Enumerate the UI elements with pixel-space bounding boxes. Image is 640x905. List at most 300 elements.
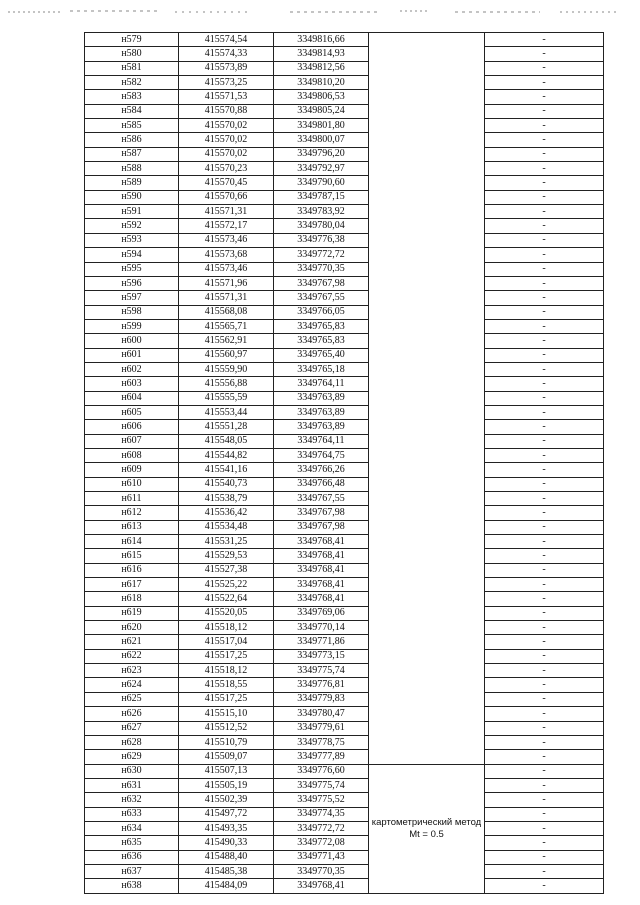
table-row [85,492,604,506]
point-id-cell: н617 [85,578,179,592]
point-id-cell: н638 [85,879,179,893]
point-id-cell: н619 [85,606,179,620]
point-id-cell: н590 [85,190,179,204]
accuracy-cell: - [485,348,604,362]
y-coordinate-cell: 3349764,11 [274,377,369,391]
y-coordinate-cell: 3349778,75 [274,735,369,749]
y-coordinate-cell: 3349768,41 [274,592,369,606]
accuracy-cell: - [485,147,604,161]
accuracy-cell: - [485,836,604,850]
point-id-cell: н634 [85,821,179,835]
y-coordinate-cell: 3349783,92 [274,205,369,219]
x-coordinate-cell: 415536,42 [179,506,274,520]
point-id-cell: н580 [85,47,179,61]
point-id-cell: н624 [85,678,179,692]
point-id-cell: н596 [85,276,179,290]
coordinates-table-body [85,33,604,894]
table-row [85,119,604,133]
y-coordinate-cell: 3349767,98 [274,506,369,520]
accuracy-cell: - [485,176,604,190]
x-coordinate-cell: 415538,79 [179,492,274,506]
point-id-cell: н605 [85,405,179,419]
y-coordinate-cell: 3349775,74 [274,664,369,678]
table-row [85,334,604,348]
y-coordinate-cell: 3349768,41 [274,578,369,592]
point-id-cell: н613 [85,520,179,534]
x-coordinate-cell: 415570,23 [179,162,274,176]
table-row [85,793,604,807]
point-id-cell: н608 [85,448,179,462]
table-row [85,578,604,592]
accuracy-cell: - [485,362,604,376]
x-coordinate-cell: 415572,17 [179,219,274,233]
table-row [85,420,604,434]
point-id-cell: н585 [85,119,179,133]
y-coordinate-cell: 3349769,06 [274,606,369,620]
accuracy-cell: - [485,262,604,276]
y-coordinate-cell: 3349790,60 [274,176,369,190]
y-coordinate-cell: 3349766,48 [274,477,369,491]
accuracy-cell: - [485,248,604,262]
point-id-cell: н599 [85,319,179,333]
y-coordinate-cell: 3349777,89 [274,750,369,764]
y-coordinate-cell: 3349765,83 [274,334,369,348]
x-coordinate-cell: 415512,52 [179,721,274,735]
x-coordinate-cell: 415570,02 [179,119,274,133]
accuracy-cell: - [485,649,604,663]
y-coordinate-cell: 3349766,26 [274,463,369,477]
point-id-cell: н595 [85,262,179,276]
accuracy-cell: - [485,692,604,706]
table-row [85,764,604,778]
x-coordinate-cell: 415570,02 [179,147,274,161]
accuracy-cell: - [485,793,604,807]
x-coordinate-cell: 415534,48 [179,520,274,534]
point-id-cell: н604 [85,391,179,405]
accuracy-cell: - [485,162,604,176]
table-row [85,190,604,204]
accuracy-cell: - [485,61,604,75]
point-id-cell: н607 [85,434,179,448]
x-coordinate-cell: 415551,28 [179,420,274,434]
table-row [85,233,604,247]
y-coordinate-cell: 3349806,53 [274,90,369,104]
point-id-cell: н627 [85,721,179,735]
accuracy-cell: - [485,319,604,333]
x-coordinate-cell: 415497,72 [179,807,274,821]
y-coordinate-cell: 3349768,41 [274,549,369,563]
accuracy-cell: - [485,778,604,792]
accuracy-cell: - [485,492,604,506]
x-coordinate-cell: 415570,88 [179,104,274,118]
y-coordinate-cell: 3349779,83 [274,692,369,706]
accuracy-cell: - [485,276,604,290]
table-row [85,147,604,161]
accuracy-cell: - [485,391,604,405]
accuracy-cell: - [485,90,604,104]
y-coordinate-cell: 3349775,74 [274,778,369,792]
y-coordinate-cell: 3349767,55 [274,291,369,305]
y-coordinate-cell: 3349780,04 [274,219,369,233]
table-row [85,778,604,792]
accuracy-cell: - [485,47,604,61]
accuracy-cell: - [485,133,604,147]
table-row [85,348,604,362]
table-row [85,506,604,520]
accuracy-cell: - [485,434,604,448]
point-id-cell: н621 [85,635,179,649]
point-id-cell: н601 [85,348,179,362]
x-coordinate-cell: 415544,82 [179,448,274,462]
point-id-cell: н628 [85,735,179,749]
y-coordinate-cell: 3349767,55 [274,492,369,506]
accuracy-cell: - [485,405,604,419]
accuracy-cell: - [485,305,604,319]
x-coordinate-cell: 415570,02 [179,133,274,147]
point-id-cell: н616 [85,563,179,577]
x-coordinate-cell: 415573,89 [179,61,274,75]
accuracy-cell: - [485,506,604,520]
x-coordinate-cell: 415571,31 [179,205,274,219]
y-coordinate-cell: 3349812,56 [274,61,369,75]
point-id-cell: н583 [85,90,179,104]
accuracy-cell: - [485,879,604,893]
x-coordinate-cell: 415531,25 [179,535,274,549]
point-id-cell: н594 [85,248,179,262]
x-coordinate-cell: 415518,12 [179,621,274,635]
accuracy-cell: - [485,549,604,563]
point-id-cell: н586 [85,133,179,147]
x-coordinate-cell: 415565,71 [179,319,274,333]
y-coordinate-cell: 3349768,41 [274,563,369,577]
accuracy-cell: - [485,750,604,764]
accuracy-cell: - [485,33,604,47]
accuracy-cell: - [485,821,604,835]
accuracy-cell: - [485,291,604,305]
y-coordinate-cell: 3349764,11 [274,434,369,448]
accuracy-cell: - [485,535,604,549]
table-row [85,219,604,233]
accuracy-cell: - [485,592,604,606]
y-coordinate-cell: 3349810,20 [274,76,369,90]
table-row [85,563,604,577]
x-coordinate-cell: 415505,19 [179,778,274,792]
point-id-cell: н600 [85,334,179,348]
table-row [85,649,604,663]
accuracy-cell: - [485,463,604,477]
accuracy-cell: - [485,578,604,592]
table-row [85,61,604,75]
table-row [85,76,604,90]
table-row [85,477,604,491]
x-coordinate-cell: 415490,33 [179,836,274,850]
x-coordinate-cell: 415560,97 [179,348,274,362]
point-id-cell: н612 [85,506,179,520]
table-row [85,33,604,47]
point-id-cell: н635 [85,836,179,850]
y-coordinate-cell: 3349796,20 [274,147,369,161]
x-coordinate-cell: 415520,05 [179,606,274,620]
accuracy-cell: - [485,864,604,878]
x-coordinate-cell: 415553,44 [179,405,274,419]
table-row [85,205,604,219]
table-row [85,621,604,635]
y-coordinate-cell: 3349792,97 [274,162,369,176]
x-coordinate-cell: 415515,10 [179,707,274,721]
y-coordinate-cell: 3349801,80 [274,119,369,133]
y-coordinate-cell: 3349772,72 [274,821,369,835]
point-id-cell: н598 [85,305,179,319]
y-coordinate-cell: 3349766,05 [274,305,369,319]
point-id-cell: н591 [85,205,179,219]
y-coordinate-cell: 3349772,72 [274,248,369,262]
x-coordinate-cell: 415525,22 [179,578,274,592]
x-coordinate-cell: 415556,88 [179,377,274,391]
y-coordinate-cell: 3349768,41 [274,535,369,549]
point-id-cell: н584 [85,104,179,118]
y-coordinate-cell: 3349767,98 [274,520,369,534]
point-id-cell: н597 [85,291,179,305]
y-coordinate-cell: 3349771,43 [274,850,369,864]
table-row [85,133,604,147]
y-coordinate-cell: 3349776,81 [274,678,369,692]
point-id-cell: н633 [85,807,179,821]
x-coordinate-cell: 415527,38 [179,563,274,577]
y-coordinate-cell: 3349775,52 [274,793,369,807]
table-row [85,692,604,706]
point-id-cell: н630 [85,764,179,778]
x-coordinate-cell: 415574,54 [179,33,274,47]
top-scan-marks [0,0,640,30]
table-row [85,176,604,190]
accuracy-cell: - [485,76,604,90]
y-coordinate-cell: 3349765,83 [274,319,369,333]
x-coordinate-cell: 415522,64 [179,592,274,606]
point-id-cell: н592 [85,219,179,233]
accuracy-cell: - [485,420,604,434]
point-id-cell: н637 [85,864,179,878]
y-coordinate-cell: 3349770,35 [274,262,369,276]
point-id-cell: н602 [85,362,179,376]
accuracy-cell: - [485,850,604,864]
point-id-cell: н582 [85,76,179,90]
point-id-cell: н629 [85,750,179,764]
y-coordinate-cell: 3349816,66 [274,33,369,47]
y-coordinate-cell: 3349770,35 [274,864,369,878]
point-id-cell: н623 [85,664,179,678]
y-coordinate-cell: 3349774,35 [274,807,369,821]
x-coordinate-cell: 415559,90 [179,362,274,376]
table-row [85,707,604,721]
method-cell: картометрический метод Mt = 0.5 [369,764,485,893]
x-coordinate-cell: 415485,38 [179,864,274,878]
point-id-cell: н587 [85,147,179,161]
y-coordinate-cell: 3349780,47 [274,707,369,721]
y-coordinate-cell: 3349763,89 [274,420,369,434]
point-id-cell: н589 [85,176,179,190]
x-coordinate-cell: 415502,39 [179,793,274,807]
accuracy-cell: - [485,678,604,692]
point-id-cell: н615 [85,549,179,563]
table-row [85,305,604,319]
x-coordinate-cell: 415507,13 [179,764,274,778]
accuracy-cell: - [485,377,604,391]
y-coordinate-cell: 3349765,18 [274,362,369,376]
accuracy-cell: - [485,621,604,635]
table-row [85,592,604,606]
x-coordinate-cell: 415548,05 [179,434,274,448]
x-coordinate-cell: 415573,68 [179,248,274,262]
table-row [85,362,604,376]
x-coordinate-cell: 415571,96 [179,276,274,290]
point-id-cell: н631 [85,778,179,792]
accuracy-cell: - [485,721,604,735]
x-coordinate-cell: 415562,91 [179,334,274,348]
x-coordinate-cell: 415517,04 [179,635,274,649]
y-coordinate-cell: 3349779,61 [274,721,369,735]
y-coordinate-cell: 3349767,98 [274,276,369,290]
x-coordinate-cell: 415573,25 [179,76,274,90]
table-row [85,721,604,735]
point-id-cell: н618 [85,592,179,606]
table-row [85,377,604,391]
table-row [85,664,604,678]
table-row [85,606,604,620]
table-row [85,807,604,821]
point-id-cell: н588 [85,162,179,176]
accuracy-cell: - [485,219,604,233]
point-id-cell: н614 [85,535,179,549]
y-coordinate-cell: 3349764,75 [274,448,369,462]
x-coordinate-cell: 415510,79 [179,735,274,749]
accuracy-cell: - [485,707,604,721]
method-cell [369,33,485,765]
table-row [85,162,604,176]
table-row [85,735,604,749]
point-id-cell: н620 [85,621,179,635]
table-row [85,535,604,549]
x-coordinate-cell: 415570,45 [179,176,274,190]
y-coordinate-cell: 3349805,24 [274,104,369,118]
accuracy-cell: - [485,119,604,133]
point-id-cell: н606 [85,420,179,434]
table-row [85,864,604,878]
table-row [85,448,604,462]
table-row [85,405,604,419]
point-id-cell: н581 [85,61,179,75]
y-coordinate-cell: 3349787,15 [274,190,369,204]
table-row [85,248,604,262]
accuracy-cell: - [485,764,604,778]
table-row [85,750,604,764]
x-coordinate-cell: 415509,07 [179,750,274,764]
accuracy-cell: - [485,205,604,219]
accuracy-cell: - [485,334,604,348]
table-row [85,635,604,649]
x-coordinate-cell: 415493,35 [179,821,274,835]
accuracy-cell: - [485,664,604,678]
table-row [85,549,604,563]
table-row [85,47,604,61]
point-id-cell: н632 [85,793,179,807]
accuracy-cell: - [485,563,604,577]
x-coordinate-cell: 415573,46 [179,262,274,276]
x-coordinate-cell: 415518,12 [179,664,274,678]
y-coordinate-cell: 3349771,86 [274,635,369,649]
point-id-cell: н579 [85,33,179,47]
coordinates-table [84,32,604,894]
x-coordinate-cell: 415570,66 [179,190,274,204]
x-coordinate-cell: 415540,73 [179,477,274,491]
y-coordinate-cell: 3349765,40 [274,348,369,362]
accuracy-cell: - [485,190,604,204]
table-row [85,850,604,864]
accuracy-cell: - [485,448,604,462]
x-coordinate-cell: 415518,55 [179,678,274,692]
point-id-cell: н609 [85,463,179,477]
x-coordinate-cell: 415484,09 [179,879,274,893]
x-coordinate-cell: 415517,25 [179,692,274,706]
accuracy-cell: - [485,635,604,649]
y-coordinate-cell: 3349772,08 [274,836,369,850]
y-coordinate-cell: 3349773,15 [274,649,369,663]
accuracy-cell: - [485,104,604,118]
accuracy-cell: - [485,807,604,821]
table-row [85,276,604,290]
point-id-cell: н626 [85,707,179,721]
x-coordinate-cell: 415488,40 [179,850,274,864]
x-coordinate-cell: 415541,16 [179,463,274,477]
table-row [85,879,604,893]
point-id-cell: н610 [85,477,179,491]
point-id-cell: н636 [85,850,179,864]
y-coordinate-cell: 3349776,60 [274,764,369,778]
table-row [85,90,604,104]
point-id-cell: н625 [85,692,179,706]
y-coordinate-cell: 3349763,89 [274,391,369,405]
y-coordinate-cell: 3349763,89 [274,405,369,419]
x-coordinate-cell: 415568,08 [179,305,274,319]
x-coordinate-cell: 415571,53 [179,90,274,104]
x-coordinate-cell: 415517,25 [179,649,274,663]
table-row [85,836,604,850]
table-row [85,678,604,692]
point-id-cell: н611 [85,492,179,506]
accuracy-cell: - [485,477,604,491]
x-coordinate-cell: 415571,31 [179,291,274,305]
accuracy-cell: - [485,735,604,749]
accuracy-cell: - [485,520,604,534]
point-id-cell: н603 [85,377,179,391]
x-coordinate-cell: 415574,33 [179,47,274,61]
table-row [85,463,604,477]
table-row [85,262,604,276]
table-row [85,821,604,835]
table-row [85,291,604,305]
table-row [85,520,604,534]
x-coordinate-cell: 415529,53 [179,549,274,563]
y-coordinate-cell: 3349800,07 [274,133,369,147]
table-row [85,104,604,118]
y-coordinate-cell: 3349814,93 [274,47,369,61]
accuracy-cell: - [485,606,604,620]
table-row [85,434,604,448]
point-id-cell: н622 [85,649,179,663]
x-coordinate-cell: 415555,59 [179,391,274,405]
table-row [85,319,604,333]
table-row [85,391,604,405]
y-coordinate-cell: 3349770,14 [274,621,369,635]
